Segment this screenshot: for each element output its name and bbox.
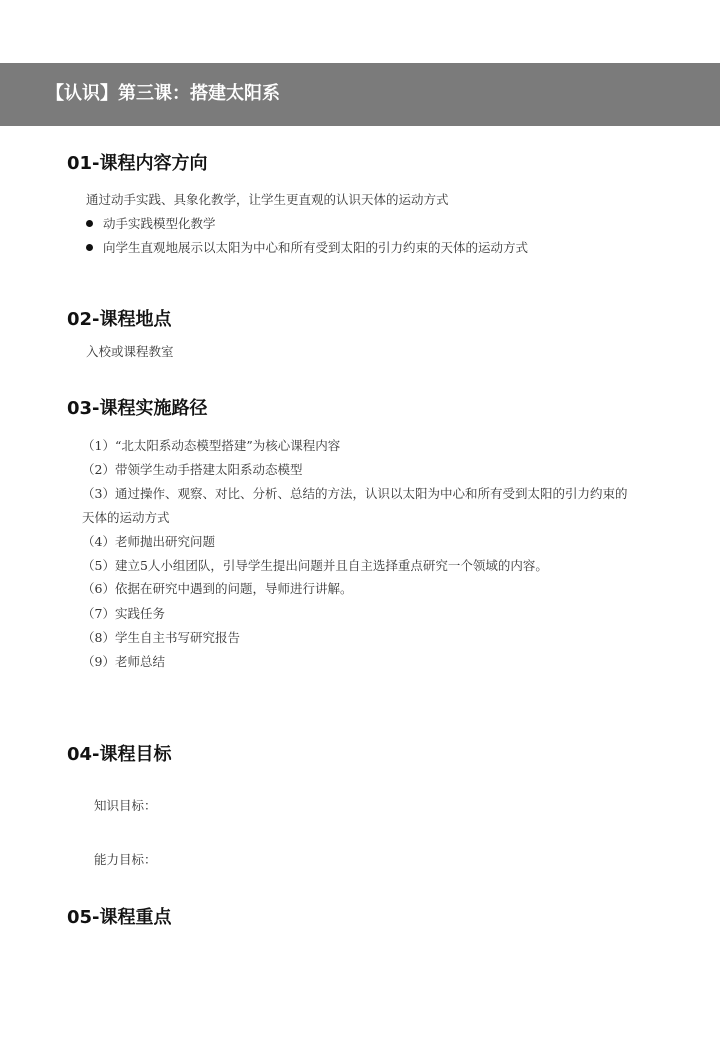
step-item: （5）建立5人小组团队，引导学生提出问题并且自主选择重点研究一个领域的内容。	[82, 558, 548, 573]
step-item: （7）实践任务	[82, 606, 165, 621]
list-item: 动手实践模型化教学	[86, 215, 216, 233]
bullet-dot-icon	[86, 244, 93, 251]
section-01-intro: 通过动手实践、具象化教学，让学生更直观的认识天体的运动方式	[86, 192, 449, 207]
section-01-title: 01-课程内容方向	[67, 153, 208, 174]
page-title: 【认识】第三课：搭建太阳系	[46, 83, 280, 104]
step-item: （1）“北太阳系动态模型搭建”为核心课程内容	[82, 438, 341, 453]
list-item: 向学生直观地展示以太阳为中心和所有受到太阳的引力约束的天体的运动方式	[86, 239, 528, 257]
section-02-title: 02-课程地点	[67, 309, 172, 330]
knowledge-goal-label: 知识目标：	[94, 798, 157, 813]
header-banner	[0, 63, 720, 126]
section-04-title: 04-课程目标	[67, 744, 172, 765]
step-item-continued: 天体的运动方式	[82, 510, 170, 525]
section-03-title: 03-课程实施路径	[67, 398, 208, 419]
step-item: （9）老师总结	[82, 654, 165, 669]
section-02-text: 入校或课程教室	[86, 344, 174, 359]
step-item: （4）老师抛出研究问题	[82, 534, 215, 549]
bullet-dot-icon	[86, 220, 93, 227]
step-item: （6）依据在研究中遇到的问题，导师进行讲解。	[82, 581, 353, 596]
ability-goal-label: 能力目标：	[94, 852, 157, 867]
step-item: （8）学生自主书写研究报告	[82, 630, 240, 645]
section-05-title: 05-课程重点	[67, 907, 172, 928]
step-item: （3）通过操作、观察、对比、分析、总结的方法，认识以太阳为中心和所有受到太阳的引力约束的	[82, 486, 628, 501]
step-item: （2）带领学生动手搭建太阳系动态模型	[82, 462, 303, 477]
